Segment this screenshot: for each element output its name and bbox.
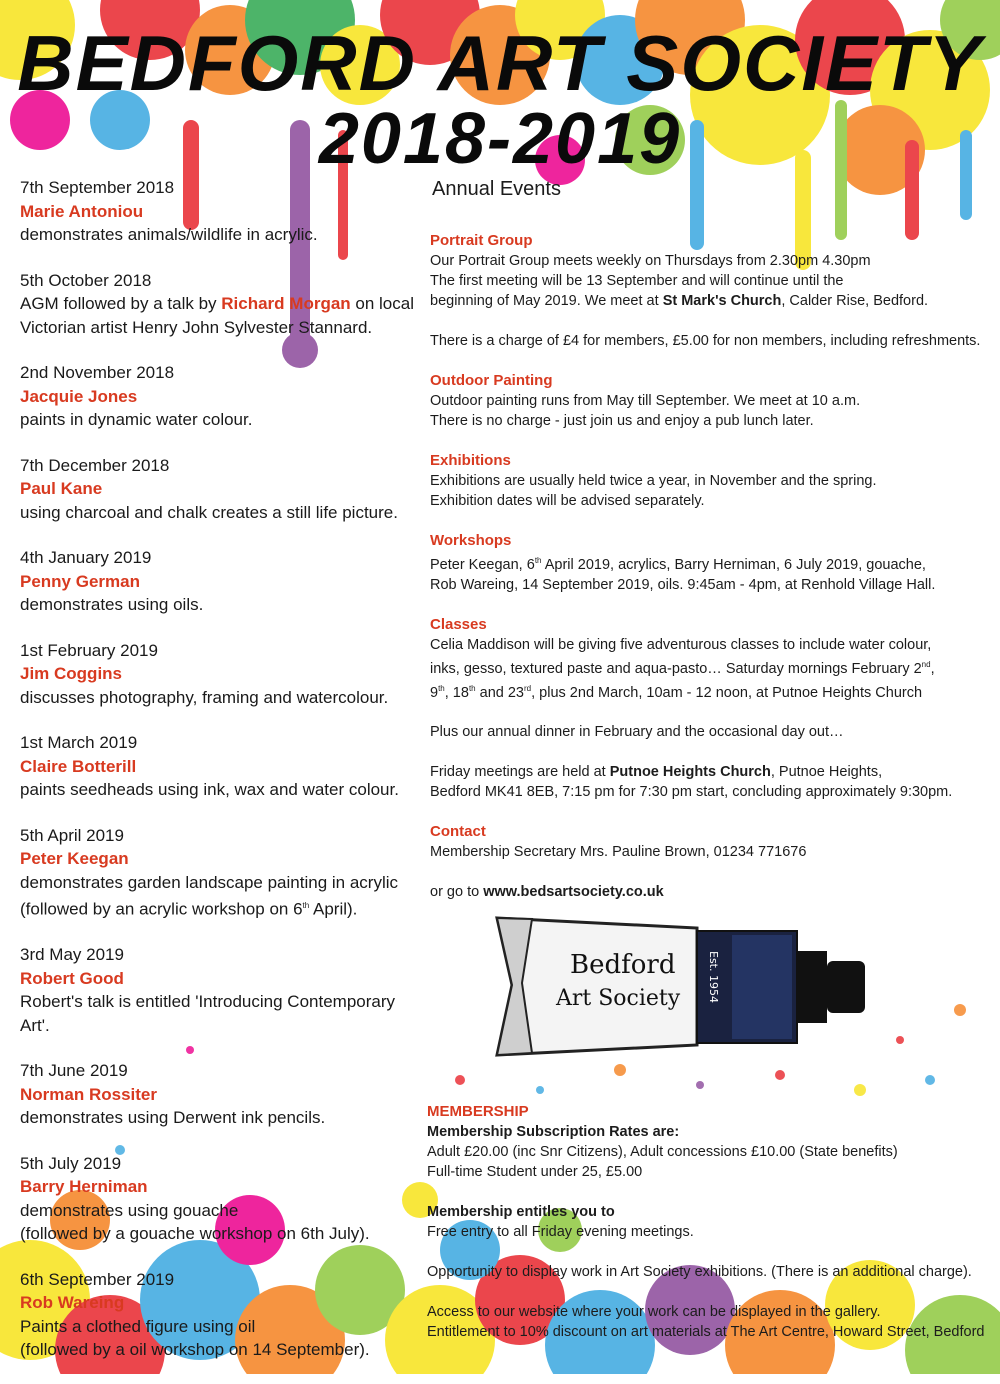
rate-line: Full-time Student under 25, £5.00: [427, 1164, 643, 1180]
event-description: demonstrates garden landscape painting in acrylic: [20, 872, 399, 892]
entitlements-title: Membership entitles you to: [427, 1204, 615, 1220]
logo-text-bedford: Bedford: [570, 950, 676, 980]
annual-events: [430, 178, 990, 922]
event-date: 2nd November 2018: [20, 363, 175, 382]
website-link[interactable]: www.bedsartsociety.co.uk: [483, 884, 664, 901]
event-item: [20, 1059, 420, 1130]
event-description: Paints a clothed figure using oil: [20, 1316, 256, 1336]
event-item: [20, 731, 420, 802]
section-text: Exhibition dates will be advised separately.: [430, 493, 705, 509]
classes-section: [430, 615, 990, 703]
speaker-name: Peter Keegan: [20, 849, 129, 868]
event-description: (followed by a gouache workshop on 6th July).: [20, 1224, 370, 1244]
section-text: 9th, 18th and 23rd, plus 2nd March, 10am - 12 noon, at Putnoe Heights Church: [430, 683, 923, 701]
section-heading: Contact: [430, 823, 486, 841]
speaker-name: Marie Antoniou: [20, 201, 144, 221]
portrait-charge-text: There is a charge of £4 for members, £5.00 for non members, including refreshments.: [430, 333, 981, 349]
section-title: Annual Events: [432, 178, 561, 200]
speaker-name: Rob Wareing: [20, 1293, 125, 1313]
event-description: (followed by an acrylic workshop on 6th April).: [20, 899, 358, 919]
event-date: 1st March 2019: [20, 733, 138, 752]
section-text: Celia Maddison will be giving five adventurous classes to include water colour,: [430, 636, 932, 653]
event-item: [20, 454, 420, 525]
event-item: [20, 1268, 420, 1362]
talks-programme: [20, 176, 420, 1384]
event-date: 1st February 2019: [20, 640, 158, 660]
entitlement-line: Entitlement to 10% discount on art materials at The Art Centre, Howard Street, Bedford: [427, 1324, 985, 1340]
speaker-name: Barry Herniman: [20, 1177, 148, 1197]
paint-tube-logo: [492, 913, 872, 1058]
event-item: [20, 269, 420, 340]
entitlement-line: Opportunity to display work in Art Society exhibitions. (There is an additional charge).: [427, 1264, 972, 1280]
logo-text-art-society: Art Society: [556, 986, 681, 1011]
event-date: 5th April 2019: [20, 825, 124, 845]
event-item: [20, 639, 420, 710]
event-item: [20, 824, 420, 922]
workshops-section: [430, 531, 990, 595]
logo-text-established: Est. 1954: [707, 951, 720, 1003]
speaker-name: Jacquie Jones: [20, 386, 138, 406]
speaker-name: Richard Morgan: [221, 294, 351, 313]
event-description: using charcoal and chalk creates a still life picture.: [20, 502, 398, 522]
event-description: demonstrates using gouache: [20, 1200, 239, 1220]
section-heading: Portrait Group: [430, 232, 533, 249]
event-description: demonstrates using oils.: [20, 595, 204, 614]
annual-dinner-text: Plus our annual dinner in February and the occasional day out…: [430, 724, 844, 741]
speaker-name: Claire Botterill: [20, 756, 137, 776]
event-description: discusses photography, framing and watercolour.: [20, 687, 389, 707]
event-item: [20, 176, 420, 247]
speaker-name: Penny German: [20, 571, 140, 591]
event-item: [20, 361, 420, 432]
rates-title: Membership Subscription Rates are:: [427, 1124, 680, 1140]
speaker-name: Jim Coggins: [20, 664, 123, 683]
entitlement-line: Access to our website where your work can be displayed in the gallery.: [427, 1304, 881, 1320]
website-text: or go to www.bedsartsociety.co.uk: [430, 884, 664, 901]
event-date: 7th September 2018: [20, 178, 175, 197]
speaker-name: Norman Rossiter: [20, 1084, 157, 1104]
event-description: AGM followed by a talk by Richard Morgan on local: [20, 294, 414, 313]
section-text: Peter Keegan, 6th April 2019, acrylics, Barry Herniman, 6 July 2019, gouache,: [430, 556, 926, 573]
event-date: 5th October 2018: [20, 270, 152, 290]
section-text: The first meeting will be 13 September and will continue until the: [430, 273, 844, 289]
event-date: 7th December 2018: [20, 455, 170, 475]
section-heading: MEMBERSHIP: [427, 1103, 529, 1120]
contact-text: Membership Secretary Mrs. Pauline Brown, 01234 771676: [430, 844, 807, 861]
event-description: demonstrates animals/wildlife in acrylic.: [20, 225, 318, 244]
section-heading: Exhibitions: [430, 452, 511, 469]
exhibitions-section: [430, 451, 990, 511]
event-description: paints seedheads using ink, wax and water colour.: [20, 780, 399, 799]
membership-section: [427, 1102, 997, 1342]
section-heading: Classes: [430, 615, 487, 633]
event-description: demonstrates using Derwent ink pencils.: [20, 1108, 326, 1128]
section-heading: Workshops: [430, 532, 512, 549]
section-text: beginning of May 2019. We meet at St Mark's Church, Calder Rise, Bedford.: [430, 293, 929, 309]
outdoor-painting-section: [430, 371, 990, 431]
section-text: Rob Wareing, 14 September 2019, oils. 9:45am - 4pm, at Renhold Village Hall.: [430, 576, 936, 593]
event-item: [20, 546, 420, 617]
page-subtitle-years: 2018-2019: [318, 99, 682, 179]
speaker-name: Paul Kane: [20, 479, 103, 498]
section-text: Exhibitions are usually held twice a year, in November and the spring.: [430, 473, 877, 489]
event-description: Robert's talk is entitled 'Introducing Contemporary Art'.: [20, 992, 396, 1035]
section-heading: Outdoor Painting: [430, 372, 553, 389]
event-date: 7th June 2019: [20, 1061, 128, 1081]
event-date: 5th July 2019: [20, 1153, 122, 1173]
event-description: paints in dynamic water colour.: [20, 410, 253, 429]
rate-line: Adult £20.00 (inc Snr Citizens), Adult concessions £10.00 (State benefits): [427, 1144, 898, 1160]
section-text: There is no charge - just join us and enjoy a pub lunch later.: [430, 413, 814, 429]
event-item: [20, 1152, 420, 1246]
section-text: Our Portrait Group meets weekly on Thursdays from 2.30pm 4.30pm: [430, 253, 871, 269]
event-description: Victorian artist Henry John Sylvester Stannard.: [20, 317, 373, 337]
friday-meetings-text: Friday meetings are held at Putnoe Heights Church, Putnoe Heights, Bedford MK41 8EB, 7:15 pm for 7:30 pm start, concluding approximately 9:30pm.: [430, 764, 953, 801]
page-title: BEDFORD ART SOCIETY: [17, 19, 983, 107]
section-text: inks, gesso, textured paste and aqua-pasto… Saturday mornings February 2nd,: [430, 659, 935, 677]
speaker-name: Robert Good: [20, 968, 124, 988]
portrait-group-section: [430, 231, 990, 311]
event-date: 6th September 2019: [20, 1269, 175, 1289]
section-text: Outdoor painting runs from May till September. We meet at 10 a.m.: [430, 393, 861, 409]
event-date: 4th January 2019: [20, 548, 152, 567]
entitlement-line: Free entry to all Friday evening meetings.: [427, 1224, 694, 1240]
contact-section: [430, 822, 990, 862]
event-item: [20, 943, 420, 1037]
event-description: (followed by a oil workshop on 14 September).: [20, 1340, 370, 1360]
event-date: 3rd May 2019: [20, 945, 124, 965]
